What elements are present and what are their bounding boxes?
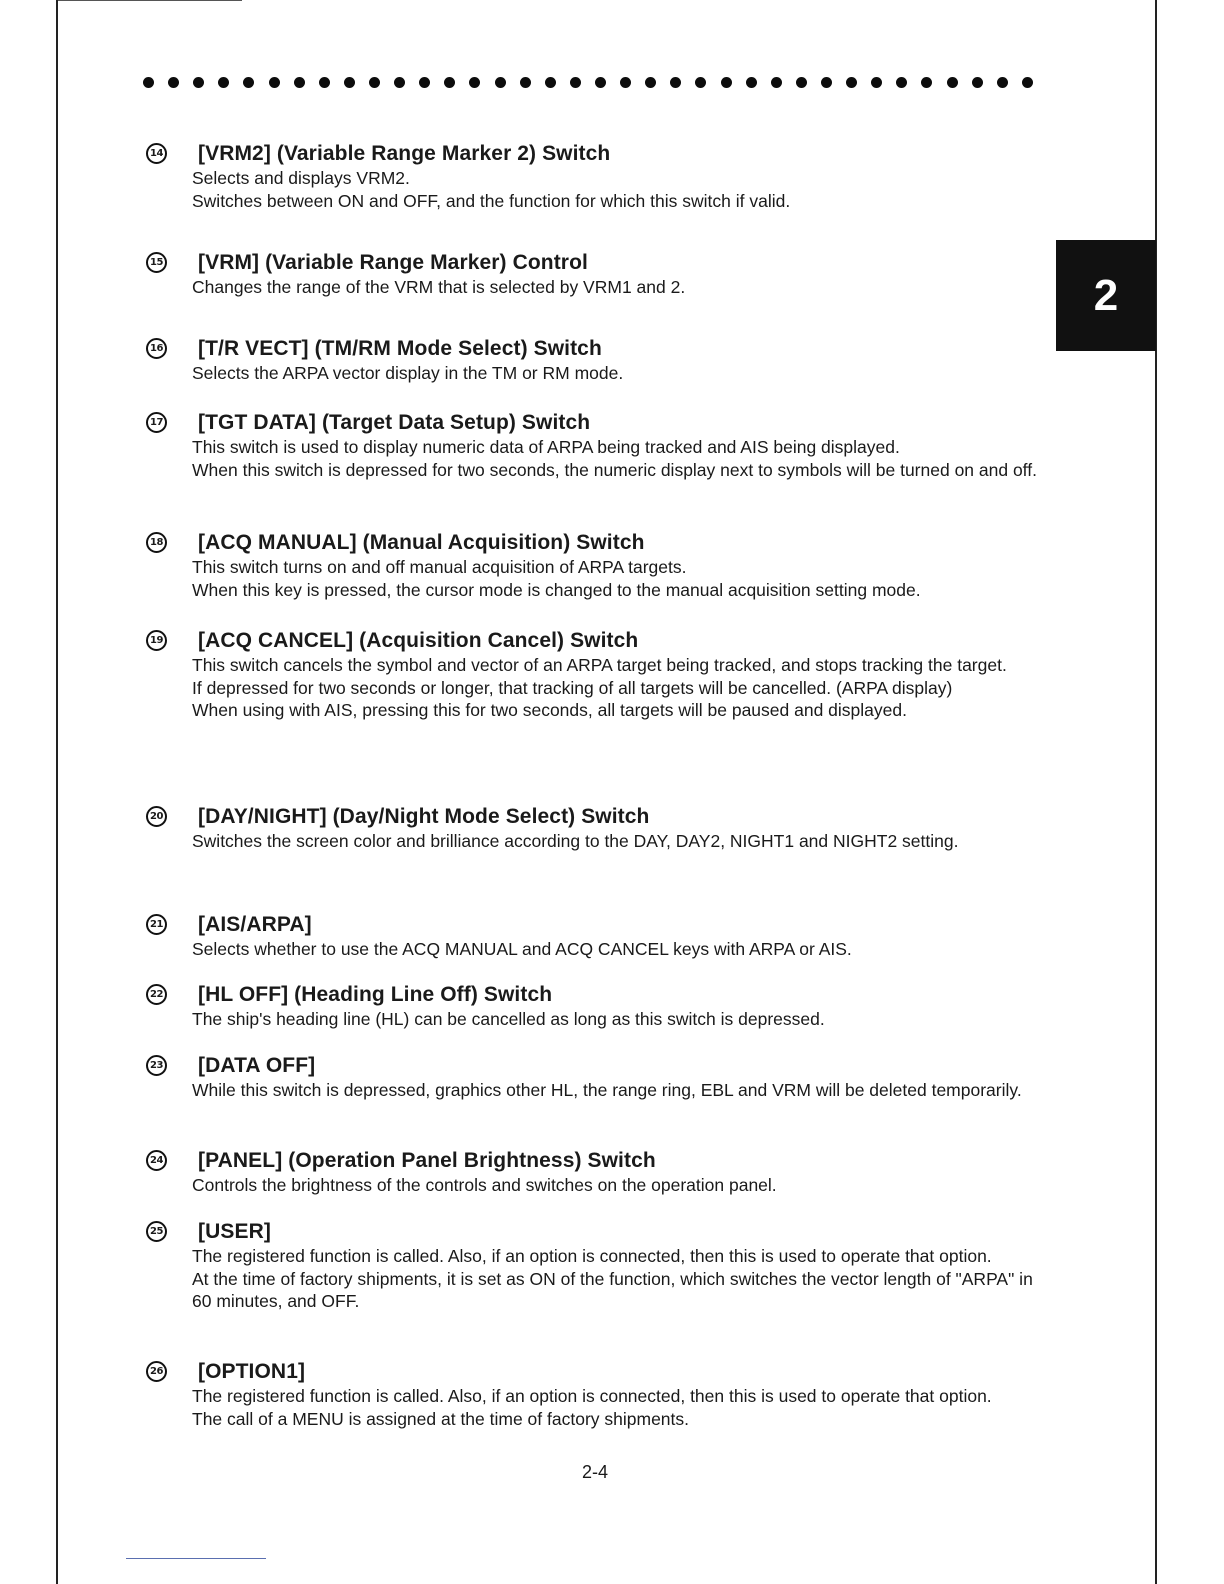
- item-number-marker: 17: [146, 412, 167, 433]
- item-line: Controls the brightness of the controls and switches on the operation panel.: [192, 1175, 777, 1195]
- item-heading: [USER]: [198, 1220, 271, 1243]
- header-dot: [871, 77, 882, 88]
- item-line: When this switch is depressed for two seconds, the numeric display next to symbols will be turned on and off.: [192, 459, 1037, 480]
- item-panel-switch: [146, 1148, 1046, 1197]
- item-tgt-data-switch: [146, 410, 1046, 481]
- dotted-header-rule: [143, 74, 1033, 90]
- item-ais-arpa: [146, 912, 1046, 961]
- item-option1: [146, 1359, 1046, 1430]
- item-hl-off-switch: [146, 982, 1046, 1031]
- item-body: [192, 654, 1038, 722]
- header-dot: [193, 77, 204, 88]
- header-dot: [645, 77, 656, 88]
- item-heading: [ACQ CANCEL] (Acquisition Cancel) Switch: [198, 629, 639, 652]
- item-line: This switch turns on and off manual acquisition of ARPA targets.: [192, 557, 687, 577]
- header-dot: [896, 77, 907, 88]
- header-dot: [394, 77, 405, 88]
- item-heading: [HL OFF] (Heading Line Off) Switch: [198, 983, 553, 1006]
- header-dot: [143, 77, 154, 88]
- item-number-marker: 25: [146, 1221, 167, 1242]
- item-line: When using with AIS, pressing this for two seconds, all targets will be paused and displayed.: [192, 700, 907, 720]
- scan-edge-bottom: [126, 1558, 266, 1559]
- item-line: When this key is pressed, the cursor mode is changed to the manual acquisition setting mode.: [192, 579, 921, 600]
- item-data-off: [146, 1053, 1046, 1102]
- item-number-marker: 20: [146, 806, 167, 827]
- header-dot: [243, 77, 254, 88]
- header-dot: [469, 77, 480, 88]
- item-number-marker: 24: [146, 1150, 167, 1171]
- item-body: [192, 1245, 1038, 1313]
- header-dot: [796, 77, 807, 88]
- item-body: [192, 276, 1038, 299]
- header-dot: [947, 77, 958, 88]
- item-number-marker: 19: [146, 630, 167, 651]
- item-tr-vect-switch: [146, 336, 1046, 385]
- item-line: At the time of factory shipments, it is set as ON of the function, which switches the vector length of "ARPA" in 60 minutes, and OFF.: [192, 1268, 1033, 1311]
- item-line: The ship's heading line (HL) can be cancelled as long as this switch is depressed.: [192, 1009, 825, 1029]
- header-dot: [595, 77, 606, 88]
- item-body: [192, 1079, 1038, 1102]
- item-body: [192, 1008, 1038, 1031]
- item-number-marker: 16: [146, 338, 167, 359]
- item-body: [192, 1385, 1038, 1430]
- item-body: [192, 830, 1038, 853]
- item-number-marker: 15: [146, 252, 167, 273]
- header-dot: [344, 77, 355, 88]
- item-acq-manual-switch: [146, 530, 1046, 601]
- item-line: While this switch is depressed, graphics other HL, the range ring, EBL and VRM will be deleted temporarily.: [192, 1080, 1022, 1100]
- item-line: The registered function is called. Also, if an option is connected, then this is used to operate that option.: [192, 1246, 992, 1266]
- item-line: Switches the screen color and brilliance according to the DAY, DAY2, NIGHT1 and NIGHT2 setting.: [192, 831, 959, 851]
- page-border-right: [1155, 0, 1157, 1584]
- page-border-left: [56, 0, 58, 1584]
- page-number: 2-4: [581, 1462, 608, 1482]
- header-dot: [846, 77, 857, 88]
- header-dot: [269, 77, 280, 88]
- header-dot: [620, 77, 631, 88]
- item-body: [192, 436, 1038, 481]
- item-body: [192, 362, 1038, 385]
- item-heading: [DATA OFF]: [198, 1054, 316, 1077]
- item-heading: [VRM2] (Variable Range Marker 2) Switch: [198, 142, 611, 165]
- header-dot: [997, 77, 1008, 88]
- header-dot: [369, 77, 380, 88]
- item-acq-cancel-switch: [146, 628, 1046, 722]
- item-day-night-switch: [146, 804, 1046, 853]
- item-line: If depressed for two seconds or longer, that tracking of all targets will be cancelled. (ARPA display): [192, 677, 953, 698]
- item-body: [192, 167, 1038, 212]
- header-dot: [294, 77, 305, 88]
- header-dot: [570, 77, 581, 88]
- header-dot: [821, 77, 832, 88]
- item-line: This switch is used to display numeric data of ARPA being tracked and AIS being displayed.: [192, 437, 900, 457]
- item-heading: [DAY/NIGHT] (Day/Night Mode Select) Switch: [198, 805, 650, 828]
- item-line: Selects and displays VRM2.: [192, 168, 410, 188]
- header-dot: [319, 77, 330, 88]
- item-line: Selects the ARPA vector display in the TM or RM mode.: [192, 363, 624, 383]
- header-dot: [218, 77, 229, 88]
- item-vrm2-switch: [146, 141, 1046, 212]
- header-dot: [444, 77, 455, 88]
- header-dot: [1022, 77, 1033, 88]
- item-line: Changes the range of the VRM that is selected by VRM1 and 2.: [192, 277, 686, 297]
- item-line: Selects whether to use the ACQ MANUAL and ACQ CANCEL keys with ARPA or AIS.: [192, 939, 852, 959]
- item-body: [192, 938, 1038, 961]
- item-user: [146, 1219, 1046, 1313]
- item-heading: [TGT DATA] (Target Data Setup) Switch: [198, 411, 591, 434]
- header-dot: [670, 77, 681, 88]
- item-number-marker: 26: [146, 1361, 167, 1382]
- header-dot: [545, 77, 556, 88]
- item-number-marker: 18: [146, 532, 167, 553]
- header-dot: [746, 77, 757, 88]
- scan-edge-top: [56, 0, 242, 1]
- item-line: The registered function is called. Also, if an option is connected, then this is used to operate that option.: [192, 1386, 992, 1406]
- header-dot: [921, 77, 932, 88]
- header-dot: [972, 77, 983, 88]
- item-heading: [PANEL] (Operation Panel Brightness) Switch: [198, 1149, 656, 1172]
- item-heading: [OPTION1]: [198, 1360, 306, 1383]
- chapter-tab: 2: [1056, 240, 1156, 351]
- header-dot: [419, 77, 430, 88]
- header-dot: [695, 77, 706, 88]
- header-dot: [721, 77, 732, 88]
- item-heading: [AIS/ARPA]: [198, 913, 312, 936]
- item-number-marker: 21: [146, 914, 167, 935]
- header-dot: [168, 77, 179, 88]
- header-dot: [520, 77, 531, 88]
- item-vrm-control: [146, 250, 1046, 299]
- header-dot: [771, 77, 782, 88]
- item-body: [192, 1174, 1038, 1197]
- item-body: [192, 556, 1038, 601]
- item-line: The call of a MENU is assigned at the time of factory shipments.: [192, 1408, 690, 1429]
- item-line: Switches between ON and OFF, and the function for which this switch if valid.: [192, 190, 791, 211]
- item-heading: [VRM] (Variable Range Marker) Control: [198, 251, 588, 274]
- item-number-marker: 23: [146, 1055, 167, 1076]
- item-heading: [T/R VECT] (TM/RM Mode Select) Switch: [198, 337, 602, 360]
- item-heading: [ACQ MANUAL] (Manual Acquisition) Switch: [198, 531, 645, 554]
- item-number-marker: 22: [146, 984, 167, 1005]
- item-line: This switch cancels the symbol and vector of an ARPA target being tracked, and stops tracking the target.: [192, 655, 1007, 675]
- header-dot: [495, 77, 506, 88]
- item-number-marker: 14: [146, 143, 167, 164]
